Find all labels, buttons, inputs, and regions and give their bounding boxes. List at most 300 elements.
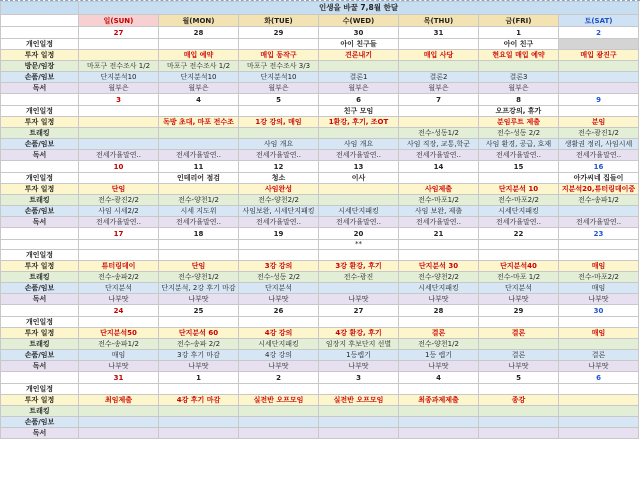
- personal-cell[interactable]: [79, 106, 159, 117]
- read-cell[interactable]: [319, 428, 399, 439]
- invest-cell[interactable]: 1강 강의, 매임: [239, 117, 319, 128]
- trail-label[interactable]: 트래킹: [1, 406, 79, 417]
- personal-cell[interactable]: [319, 384, 399, 395]
- loss-cell[interactable]: 결론2: [399, 72, 479, 83]
- read-cell[interactable]: 나부땃: [319, 361, 399, 372]
- invest-cell[interactable]: [79, 50, 159, 61]
- loss-label[interactable]: 손품/임보: [1, 206, 79, 217]
- read-cell[interactable]: 전세가율말연..: [319, 217, 399, 228]
- personal-cell[interactable]: [479, 384, 559, 395]
- visit-label[interactable]: 방문/임장: [1, 61, 79, 72]
- loss-cell[interactable]: 사임 시세2/2: [79, 206, 159, 217]
- personal-cell[interactable]: [239, 317, 319, 328]
- trail-cell[interactable]: 전수-마포 1/2: [479, 272, 559, 283]
- trail-cell[interactable]: 전수-양천1/2: [159, 272, 239, 283]
- loss-cell[interactable]: 단지분석10: [79, 72, 159, 83]
- read-cell[interactable]: [399, 428, 479, 439]
- read-cell[interactable]: 나부땃: [159, 294, 239, 305]
- invest-cell[interactable]: 지분석20,튜터링데이중: [559, 184, 639, 195]
- trail-cell[interactable]: 임장지 후보단지 선별: [319, 339, 399, 350]
- date-cell[interactable]: 4: [159, 94, 239, 106]
- visit-cell[interactable]: [479, 61, 559, 72]
- invest-cell[interactable]: [399, 117, 479, 128]
- personal-label[interactable]: 개인일정: [1, 173, 79, 184]
- date-cell[interactable]: 27: [79, 27, 159, 39]
- personal-cell[interactable]: 오프강의, 휴가: [479, 106, 559, 117]
- trail-cell[interactable]: 전수-마포1/2: [399, 195, 479, 206]
- read-cell[interactable]: 나부땃: [239, 294, 319, 305]
- loss-cell[interactable]: 매임: [79, 350, 159, 361]
- date-cell[interactable]: 14: [399, 161, 479, 173]
- personal-cell[interactable]: [159, 39, 239, 50]
- personal-cell[interactable]: [399, 173, 479, 184]
- invest-cell[interactable]: 매임: [559, 328, 639, 339]
- personal-cell[interactable]: [559, 250, 639, 261]
- invest-cell[interactable]: 4강 후기 마감: [159, 395, 239, 406]
- day-header-5[interactable]: 금(FRI): [479, 15, 559, 27]
- date-cell[interactable]: 5: [239, 94, 319, 106]
- visit-cell[interactable]: 마포구 전수조사 1/2: [159, 61, 239, 72]
- personal-cell[interactable]: [159, 384, 239, 395]
- personal-cell[interactable]: [79, 173, 159, 184]
- personal-label[interactable]: 개인일정: [1, 39, 79, 50]
- mark-cell[interactable]: [79, 240, 159, 250]
- personal-cell[interactable]: 아이 친구: [479, 39, 559, 50]
- read-cell[interactable]: 전세가율말연..: [159, 217, 239, 228]
- date-cell[interactable]: 29: [239, 27, 319, 39]
- mark-cell[interactable]: [479, 240, 559, 250]
- invest-cell[interactable]: 사임완성: [239, 184, 319, 195]
- loss-cell[interactable]: [559, 206, 639, 217]
- invest-cell[interactable]: 최종과제제출: [399, 395, 479, 406]
- read-cell[interactable]: 전세가율말연..: [399, 217, 479, 228]
- loss-label[interactable]: 손품/임보: [1, 72, 79, 83]
- read-label[interactable]: 독서: [1, 150, 79, 161]
- invest-cell[interactable]: 단임: [79, 184, 159, 195]
- read-cell[interactable]: 나부땃: [479, 361, 559, 372]
- invest-cell[interactable]: [79, 117, 159, 128]
- mark-cell[interactable]: [559, 240, 639, 250]
- personal-cell[interactable]: [159, 250, 239, 261]
- trail-cell[interactable]: 전수-광진: [319, 272, 399, 283]
- personal-cell[interactable]: [79, 384, 159, 395]
- trail-cell[interactable]: [79, 406, 159, 417]
- read-cell[interactable]: 전세가율말연..: [319, 150, 399, 161]
- read-cell[interactable]: 월부은: [399, 83, 479, 94]
- date-cell[interactable]: 3: [319, 372, 399, 384]
- loss-cell[interactable]: 단지분석: [239, 283, 319, 294]
- trail-cell[interactable]: 전수-양천2/2: [239, 195, 319, 206]
- invest-cell[interactable]: 실전반 오프모임: [319, 395, 399, 406]
- read-cell[interactable]: 월부은: [319, 83, 399, 94]
- visit-cell[interactable]: [399, 61, 479, 72]
- mark-cell[interactable]: **: [319, 240, 399, 250]
- read-label[interactable]: 독서: [1, 217, 79, 228]
- read-cell[interactable]: 월부은: [239, 83, 319, 94]
- loss-cell[interactable]: 단지분석: [79, 283, 159, 294]
- loss-cell[interactable]: 단지분석10: [159, 72, 239, 83]
- trail-label[interactable]: 트래킹: [1, 339, 79, 350]
- read-cell[interactable]: 전세가율말연..: [399, 150, 479, 161]
- trail-label[interactable]: 트래킹: [1, 195, 79, 206]
- invest-cell[interactable]: 분임: [559, 117, 639, 128]
- personal-label[interactable]: 개인일정: [1, 384, 79, 395]
- date-cell[interactable]: 1: [159, 372, 239, 384]
- read-cell[interactable]: 나부땃: [559, 361, 639, 372]
- invest-cell[interactable]: 최임제출: [79, 395, 159, 406]
- trail-cell[interactable]: [159, 406, 239, 417]
- date-cell[interactable]: 21: [399, 228, 479, 240]
- loss-cell[interactable]: 결론: [559, 350, 639, 361]
- date-cell[interactable]: 28: [399, 305, 479, 317]
- trail-cell[interactable]: 전수-성동 2/2: [239, 272, 319, 283]
- read-cell[interactable]: 전세가율말연..: [239, 217, 319, 228]
- invest-cell[interactable]: 사임제출: [399, 184, 479, 195]
- trail-cell[interactable]: [319, 406, 399, 417]
- read-cell[interactable]: 전세가율말연..: [79, 217, 159, 228]
- mark-cell[interactable]: [159, 240, 239, 250]
- personal-label[interactable]: 개인일정: [1, 317, 79, 328]
- day-header-4[interactable]: 목(THU): [399, 15, 479, 27]
- personal-cell[interactable]: [239, 106, 319, 117]
- invest-label[interactable]: 투자 일정: [1, 117, 79, 128]
- invest-cell[interactable]: 실전반 오프모임: [239, 395, 319, 406]
- trail-cell[interactable]: 전수-마포2/2: [559, 272, 639, 283]
- visit-cell[interactable]: [319, 61, 399, 72]
- trail-cell[interactable]: [559, 339, 639, 350]
- personal-cell[interactable]: [239, 384, 319, 395]
- trail-row: [1, 195, 639, 206]
- trail-cell[interactable]: 전수-광진1/2: [559, 128, 639, 139]
- title-row: [1, 2, 639, 15]
- personal-cell[interactable]: [399, 106, 479, 117]
- invest-cell[interactable]: 매입 광진구: [559, 50, 639, 61]
- loss-cell[interactable]: 결론1: [319, 72, 399, 83]
- invest-label[interactable]: 투자 일정: [1, 50, 79, 61]
- trail-cell[interactable]: [479, 406, 559, 417]
- invest-cell[interactable]: 독방 초대, 마포 전수조: [159, 117, 239, 128]
- day-header-2[interactable]: 화(TUE): [239, 15, 319, 27]
- loss-cell[interactable]: [159, 139, 239, 150]
- loss-label[interactable]: 손품/임보: [1, 417, 79, 428]
- date-cell[interactable]: 30: [559, 305, 639, 317]
- read-label[interactable]: 독서: [1, 428, 79, 439]
- trail-cell[interactable]: 전수-양천1/2: [159, 195, 239, 206]
- date-cell[interactable]: 20: [319, 228, 399, 240]
- loss-cell[interactable]: 1등 렙기: [399, 350, 479, 361]
- invest-cell[interactable]: 1환강, 후기, 조OT: [319, 117, 399, 128]
- date-cell[interactable]: 11: [159, 161, 239, 173]
- loss-cell[interactable]: 시세단지패킹: [319, 206, 399, 217]
- personal-cell[interactable]: 친구 모임: [319, 106, 399, 117]
- personal-cell[interactable]: 이사: [319, 173, 399, 184]
- loss-cell[interactable]: 3강 후기 마감: [159, 350, 239, 361]
- loss-cell[interactable]: 사임 개요: [239, 139, 319, 150]
- date-cell[interactable]: 6: [319, 94, 399, 106]
- date-cell[interactable]: 24: [79, 305, 159, 317]
- personal-cell[interactable]: [159, 106, 239, 117]
- trail-label[interactable]: 트래킹: [1, 128, 79, 139]
- read-cell[interactable]: [479, 428, 559, 439]
- read-cell[interactable]: 나부땃: [399, 361, 479, 372]
- day-header-1[interactable]: 월(MON): [159, 15, 239, 27]
- personal-cell[interactable]: [159, 317, 239, 328]
- date-cell[interactable]: 26: [239, 305, 319, 317]
- read-cell[interactable]: 전세가율말연..: [159, 150, 239, 161]
- loss-cell[interactable]: 단지분석: [479, 283, 559, 294]
- date-cell[interactable]: 19: [239, 228, 319, 240]
- visit-cell[interactable]: 마포구 전수조사 1/2: [79, 61, 159, 72]
- date-cell[interactable]: 18: [159, 228, 239, 240]
- loss-cell[interactable]: [239, 417, 319, 428]
- date-cell[interactable]: 15: [479, 161, 559, 173]
- loss-cell[interactable]: 결론: [479, 350, 559, 361]
- invest-label[interactable]: 투자 일정: [1, 184, 79, 195]
- date-cell[interactable]: 31: [399, 27, 479, 39]
- date-cell[interactable]: 31: [79, 372, 159, 384]
- trail-label[interactable]: 트래킹: [1, 272, 79, 283]
- loss-cell[interactable]: 시세 지도위: [159, 206, 239, 217]
- date-cell[interactable]: 4: [399, 372, 479, 384]
- loss-cell[interactable]: [559, 417, 639, 428]
- date-cell[interactable]: 8: [479, 94, 559, 106]
- invest-cell[interactable]: 종강: [479, 395, 559, 406]
- read-label[interactable]: 독서: [1, 294, 79, 305]
- read-label[interactable]: 독서: [1, 361, 79, 372]
- read-cell[interactable]: 전세가율말연..: [479, 150, 559, 161]
- read-cell[interactable]: 나부땃: [479, 294, 559, 305]
- invest-cell[interactable]: 4강 강의: [239, 328, 319, 339]
- invest-cell[interactable]: 단임: [159, 261, 239, 272]
- loss-cell[interactable]: 사임 보완, 제출: [399, 206, 479, 217]
- invest-cell[interactable]: [159, 184, 239, 195]
- personal-cell[interactable]: [559, 317, 639, 328]
- read-cell[interactable]: 전세가율말연..: [239, 150, 319, 161]
- read-cell[interactable]: [559, 428, 639, 439]
- personal-cell[interactable]: [559, 106, 639, 117]
- loss-cell[interactable]: 단지분석, 2강 후기 마감: [159, 283, 239, 294]
- loss-cell[interactable]: 사임 환경, 공급, 호재: [479, 139, 559, 150]
- personal-cell[interactable]: [559, 39, 639, 50]
- invest-cell[interactable]: 매입 동작구: [239, 50, 319, 61]
- personal-cell[interactable]: [79, 317, 159, 328]
- trail-cell[interactable]: 전수-양천1/2: [399, 339, 479, 350]
- read-cell[interactable]: [79, 428, 159, 439]
- loss-cell[interactable]: [159, 417, 239, 428]
- loss-cell[interactable]: 사임보완, 시세단지패킹: [239, 206, 319, 217]
- loss-cell[interactable]: 결론3: [479, 72, 559, 83]
- date-cell[interactable]: 3: [79, 94, 159, 106]
- trail-cell[interactable]: [239, 128, 319, 139]
- personal-cell[interactable]: 청소: [239, 173, 319, 184]
- read-cell[interactable]: 월부은: [479, 83, 559, 94]
- date-cell[interactable]: 17: [79, 228, 159, 240]
- visit-cell[interactable]: [559, 61, 639, 72]
- date-cell[interactable]: 1: [479, 27, 559, 39]
- personal-cell[interactable]: [79, 250, 159, 261]
- trail-cell[interactable]: 시세단지패킹: [239, 339, 319, 350]
- invest-cell[interactable]: 3강 강의: [239, 261, 319, 272]
- date-cell[interactable]: 7: [399, 94, 479, 106]
- date-cell[interactable]: 16: [559, 161, 639, 173]
- invest-cell[interactable]: 결론: [399, 328, 479, 339]
- trail-cell[interactable]: [319, 128, 399, 139]
- loss-cell[interactable]: [559, 72, 639, 83]
- date-cell[interactable]: 9: [559, 94, 639, 106]
- personal-cell[interactable]: [479, 173, 559, 184]
- trail-cell[interactable]: 전수-송파1/2: [79, 339, 159, 350]
- loss-cell[interactable]: [79, 139, 159, 150]
- date-cell[interactable]: 10: [79, 161, 159, 173]
- date-cell[interactable]: 29: [479, 305, 559, 317]
- date-cell[interactable]: 2: [559, 27, 639, 39]
- trail-cell[interactable]: [559, 406, 639, 417]
- date-cell[interactable]: 23: [559, 228, 639, 240]
- loss-cell[interactable]: 사임 직장, 교통,학군: [399, 139, 479, 150]
- invest-cell[interactable]: [319, 184, 399, 195]
- invest-cell[interactable]: 분임루트 제출: [479, 117, 559, 128]
- read-cell[interactable]: 월부은: [79, 83, 159, 94]
- mark-cell[interactable]: [399, 240, 479, 250]
- invest-label[interactable]: 투자 일정: [1, 395, 79, 406]
- invest-cell[interactable]: 결론: [479, 328, 559, 339]
- trail-cell[interactable]: [319, 195, 399, 206]
- date-cell[interactable]: 28: [159, 27, 239, 39]
- invest-cell[interactable]: 단지분석40: [479, 261, 559, 272]
- invest-cell[interactable]: 3강 환강, 후기: [319, 261, 399, 272]
- personal-cell[interactable]: [399, 250, 479, 261]
- trail-cell[interactable]: [239, 406, 319, 417]
- personal-cell[interactable]: [479, 250, 559, 261]
- loss-cell[interactable]: 단지분석10: [239, 72, 319, 83]
- read-cell[interactable]: [239, 428, 319, 439]
- loss-cell[interactable]: 4강 강의: [239, 350, 319, 361]
- personal-cell[interactable]: [239, 39, 319, 50]
- invest-cell[interactable]: 단지분석50: [79, 328, 159, 339]
- loss-cell[interactable]: [479, 417, 559, 428]
- date-cell[interactable]: 30: [319, 27, 399, 39]
- trail-cell[interactable]: [479, 339, 559, 350]
- invest-cell[interactable]: 매입 예약: [159, 50, 239, 61]
- read-cell[interactable]: 월부은: [159, 83, 239, 94]
- read-cell[interactable]: 나부땃: [559, 294, 639, 305]
- day-header-3[interactable]: 수(WED): [319, 15, 399, 27]
- loss-cell[interactable]: 사임 개요: [319, 139, 399, 150]
- read-cell[interactable]: 나부땃: [79, 361, 159, 372]
- personal-cell[interactable]: 아이 친구들: [319, 39, 399, 50]
- trail-cell[interactable]: 전수-송파 2/2: [159, 339, 239, 350]
- date-cell[interactable]: 27: [319, 305, 399, 317]
- invest-cell[interactable]: 견론내기: [319, 50, 399, 61]
- date-cell[interactable]: 2: [239, 372, 319, 384]
- invest-cell[interactable]: 매임: [559, 261, 639, 272]
- loss-cell[interactable]: [319, 283, 399, 294]
- loss-label[interactable]: 손품/임보: [1, 139, 79, 150]
- read-cell[interactable]: 전세가율말연..: [559, 150, 639, 161]
- loss-cell[interactable]: [79, 417, 159, 428]
- day-header-6[interactable]: 토(SAT): [559, 15, 639, 27]
- read-cell[interactable]: 나부땃: [399, 294, 479, 305]
- read-cell[interactable]: 나부땃: [239, 361, 319, 372]
- personal-cell[interactable]: [319, 317, 399, 328]
- loss-cell[interactable]: 시세단지패킹: [479, 206, 559, 217]
- read-label[interactable]: 독서: [1, 83, 79, 94]
- personal-cell[interactable]: [479, 317, 559, 328]
- trail-cell[interactable]: 전수-송파1/2: [559, 195, 639, 206]
- trail-cell[interactable]: 전수-성동 2/2: [479, 128, 559, 139]
- invest-cell[interactable]: [559, 395, 639, 406]
- personal-cell[interactable]: 아가씨네 집들이: [559, 173, 639, 184]
- date-cell[interactable]: 25: [159, 305, 239, 317]
- read-cell[interactable]: 나부땃: [319, 294, 399, 305]
- invest-cell[interactable]: 현요일 매입 예약: [479, 50, 559, 61]
- read-cell[interactable]: [159, 428, 239, 439]
- loss-label[interactable]: 손품/임보: [1, 283, 79, 294]
- invest-label[interactable]: 투자 일정: [1, 261, 79, 272]
- read-cell[interactable]: 전세가율말연..: [79, 150, 159, 161]
- personal-cell[interactable]: [399, 39, 479, 50]
- invest-cell[interactable]: 튜터링데이: [79, 261, 159, 272]
- read-cell[interactable]: [559, 83, 639, 94]
- loss-cell[interactable]: 생활권 정리, 사임시세: [559, 139, 639, 150]
- personal-label[interactable]: 개인일정: [1, 250, 79, 261]
- invest-cell[interactable]: 단지분석 30: [399, 261, 479, 272]
- date-cell[interactable]: 22: [479, 228, 559, 240]
- date-cell[interactable]: 13: [319, 161, 399, 173]
- read-row: [1, 217, 639, 228]
- trail-cell[interactable]: [159, 128, 239, 139]
- invest-cell[interactable]: 단지분석 10: [479, 184, 559, 195]
- loss-cell[interactable]: [319, 417, 399, 428]
- personal-cell[interactable]: [399, 317, 479, 328]
- loss-cell[interactable]: 1등렙기: [319, 350, 399, 361]
- loss-label[interactable]: 손품/임보: [1, 350, 79, 361]
- trail-cell[interactable]: 전수-송파2/2: [79, 272, 159, 283]
- personal-cell[interactable]: [239, 250, 319, 261]
- date-cell[interactable]: 6: [559, 372, 639, 384]
- loss-cell[interactable]: 시세단지패킹: [399, 283, 479, 294]
- read-cell[interactable]: 나부땃: [79, 294, 159, 305]
- invest-cell[interactable]: 매입 사당: [399, 50, 479, 61]
- invest-label[interactable]: 투자 일정: [1, 328, 79, 339]
- trail-cell[interactable]: 전수-마포2/2: [479, 195, 559, 206]
- trail-cell[interactable]: [399, 406, 479, 417]
- invest-cell[interactable]: 단지분석 60: [159, 328, 239, 339]
- personal-cell[interactable]: 인테리어 점검: [159, 173, 239, 184]
- trail-cell[interactable]: 전수-성동1/2: [399, 128, 479, 139]
- date-cell[interactable]: 12: [239, 161, 319, 173]
- personal-label[interactable]: 개인일정: [1, 106, 79, 117]
- read-cell[interactable]: 나부땃: [159, 361, 239, 372]
- personal-cell[interactable]: [399, 384, 479, 395]
- personal-cell[interactable]: [319, 250, 399, 261]
- day-header-0[interactable]: 일(SUN): [79, 15, 159, 27]
- loss-cell[interactable]: [399, 417, 479, 428]
- read-cell[interactable]: 전세가율말연..: [559, 217, 639, 228]
- invest-cell[interactable]: 4강 환강, 후기: [319, 328, 399, 339]
- read-cell[interactable]: 전세가율말연..: [479, 217, 559, 228]
- loss-cell[interactable]: 매임: [559, 283, 639, 294]
- sheet-title[interactable]: 인생을 바꿀 7,8월 한달: [79, 2, 639, 15]
- date-cell[interactable]: 5: [479, 372, 559, 384]
- trail-cell[interactable]: 전수-양천2/2: [399, 272, 479, 283]
- personal-cell[interactable]: [79, 39, 159, 50]
- personal-cell[interactable]: [559, 384, 639, 395]
- trail-cell[interactable]: 전수-광진2/2: [79, 195, 159, 206]
- mark-cell[interactable]: [239, 240, 319, 250]
- visit-cell[interactable]: 마포구 전수조사 3/3: [239, 61, 319, 72]
- trail-cell[interactable]: [79, 128, 159, 139]
